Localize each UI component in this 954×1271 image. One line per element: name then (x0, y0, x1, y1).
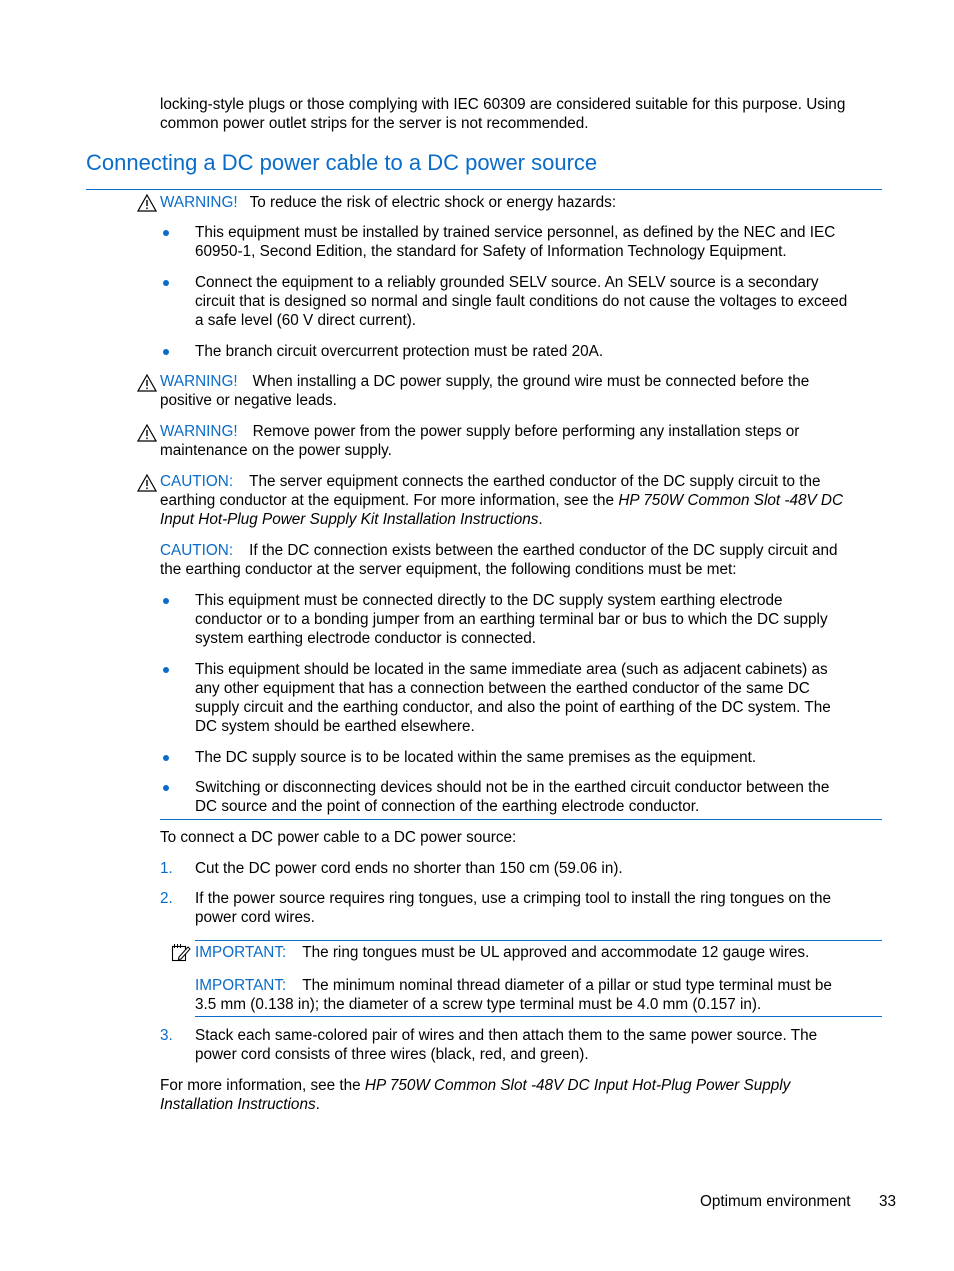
warning-label: WARNING! (160, 373, 238, 390)
important-text: The ring tongues must be UL approved and accommodate 12 gauge wires. (302, 944, 810, 961)
bullet-icon (163, 667, 169, 673)
step-text (195, 859, 623, 878)
warning-label: WARNING! (160, 194, 238, 211)
step-number: 3. (160, 1027, 173, 1044)
important-text: The minimum nominal thread diameter of a pillar or stud type terminal must be (302, 977, 832, 994)
list-item-line: 60950-1, Second Edition, the standard for Safety of Information Technology Equipment. (195, 243, 787, 260)
important-2 (195, 976, 832, 1014)
bullet-icon (163, 755, 169, 761)
footer-section-title: Optimum environment (700, 1193, 851, 1210)
intro-paragraph (160, 95, 845, 133)
step-line: Cut the DC power cord ends no shorter than 150 cm (59.06 in). (195, 860, 623, 877)
warning-text: When installing a DC power supply, the ground wire must be connected before the (252, 373, 810, 390)
heading-rule (86, 189, 882, 190)
list-item-line: This equipment should be located in the same immediate area (such as adjacent cabinets) as (195, 661, 828, 678)
list-item-line: DC source and the point of connection of the earthing electrode conductor. (195, 798, 700, 815)
warning-3 (160, 422, 799, 460)
warning-triangle-icon (137, 194, 157, 212)
important-text: 3.5 mm (0.138 in); the diameter of a screw type terminal must be 4.0 mm (0.157 in). (195, 996, 762, 1013)
list-item-line: The DC supply source is to be located within the same premises as the equipment. (195, 749, 757, 766)
important-bottom-rule (195, 1016, 882, 1017)
list-item (195, 591, 828, 648)
caution-2 (160, 541, 838, 579)
caution-label: CAUTION: (160, 473, 234, 490)
caution-text: . (538, 511, 543, 528)
warning-triangle-icon (137, 424, 157, 442)
intro-line-1: locking-style plugs or those complying with IEC 60309 are considered suitable for this purpose. Using (160, 96, 846, 113)
bullet-icon (163, 349, 169, 355)
intro-line-2: common power outlet strips for the server is not recommended. (160, 115, 589, 132)
list-item-line: system earthing electrode conductor is connected. (195, 630, 536, 647)
bullet-icon (163, 280, 169, 286)
list-item-line: This equipment must be connected directly to the DC supply system earthing electrode (195, 592, 783, 609)
important-top-rule (195, 940, 882, 941)
warning-label: WARNING! (160, 423, 238, 440)
more-info-text: For more information, see the (160, 1077, 365, 1094)
warning-2 (160, 372, 809, 410)
warning-text: positive or negative leads. (160, 392, 337, 409)
warning-text: maintenance on the power supply. (160, 442, 392, 459)
list-item-line: conductor or to a bonding jumper from an earthing terminal bar or bus to which the DC supply (195, 611, 828, 628)
list-item-line: circuit that is designed so normal and single fault conditions do not cause the voltages to exceed (195, 293, 848, 310)
list-item (195, 748, 756, 767)
caution-text: If the DC connection exists between the earthed conductor of the DC supply circuit and (249, 542, 838, 559)
important-1 (195, 943, 809, 962)
more-info-paragraph (160, 1076, 790, 1114)
procedure-intro: To connect a DC power cable to a DC power source: (160, 829, 517, 846)
caution-text: earthing conductor at the equipment. For more information, see the (160, 492, 619, 509)
warning-text: Remove power from the power supply before performing any installation steps or (252, 423, 800, 440)
caution-1 (160, 472, 843, 529)
list-item-line: supply circuit and the earthing conductor, and also the point of earthing of the DC system. The (195, 699, 831, 716)
list-item (195, 223, 835, 261)
step-line: If the power source requires ring tongues, use a crimping tool to install the ring tongues on the (195, 890, 832, 907)
step-text (195, 1026, 817, 1064)
document-title-reference: Installation Instructions (160, 1096, 316, 1113)
bullet-icon (163, 230, 169, 236)
important-label: IMPORTANT: (195, 977, 287, 994)
list-item (195, 660, 831, 736)
warning-text: To reduce the risk of electric shock or energy hazards: (249, 194, 617, 211)
bullet-icon (163, 785, 169, 791)
step-number: 2. (160, 890, 173, 907)
caution-text: the earthing conductor at the server equipment, the following conditions must be met: (160, 561, 737, 578)
list-item-line: DC system should be earthed elsewhere. (195, 718, 475, 735)
step-line: power cord consists of three wires (black, red, and green). (195, 1046, 589, 1063)
list-item (195, 273, 847, 330)
more-info-text: . (315, 1096, 320, 1113)
section-heading: Connecting a DC power cable to a DC power source (86, 150, 598, 175)
document-title-reference: Input Hot-Plug Power Supply Kit Installation Instructions (160, 511, 539, 528)
list-item-line: a safe level (60 V direct current). (195, 312, 417, 329)
list-item-line: The branch circuit overcurrent protection must be rated 20A. (195, 343, 604, 360)
step-line: power cord wires. (195, 909, 315, 926)
caution-text: The server equipment connects the earthed conductor of the DC supply circuit to the (249, 473, 821, 490)
notice-end-rule (160, 819, 882, 820)
document-title-reference: HP 750W Common Slot -48V DC Input Hot-Plug Power Supply (364, 1077, 791, 1094)
important-note-icon (171, 943, 191, 963)
list-item-line: any other equipment that has a connection between the earthed conductor of the same DC (195, 680, 810, 697)
list-item-line: Switching or disconnecting devices should not be in the earthed circuit conductor between the (195, 779, 830, 796)
list-item-line: This equipment must be installed by trained service personnel, as defined by the NEC and IEC (195, 224, 836, 241)
step-line: Stack each same-colored pair of wires and then attach them to the same power source. The (195, 1027, 818, 1044)
step-number: 1. (160, 860, 173, 877)
warning-1 (160, 193, 616, 212)
warning-triangle-icon (137, 474, 157, 492)
list-item-line: Connect the equipment to a reliably grounded SELV source. An SELV source is a secondary (195, 274, 819, 291)
warning-triangle-icon (137, 374, 157, 392)
caution-label: CAUTION: (160, 542, 234, 559)
bullet-icon (163, 598, 169, 604)
list-item (195, 342, 603, 361)
page-number: 33 (879, 1193, 897, 1210)
important-label: IMPORTANT: (195, 944, 287, 961)
list-item (195, 778, 829, 816)
document-title-reference: HP 750W Common Slot -48V DC (618, 492, 844, 509)
step-text (195, 889, 831, 927)
